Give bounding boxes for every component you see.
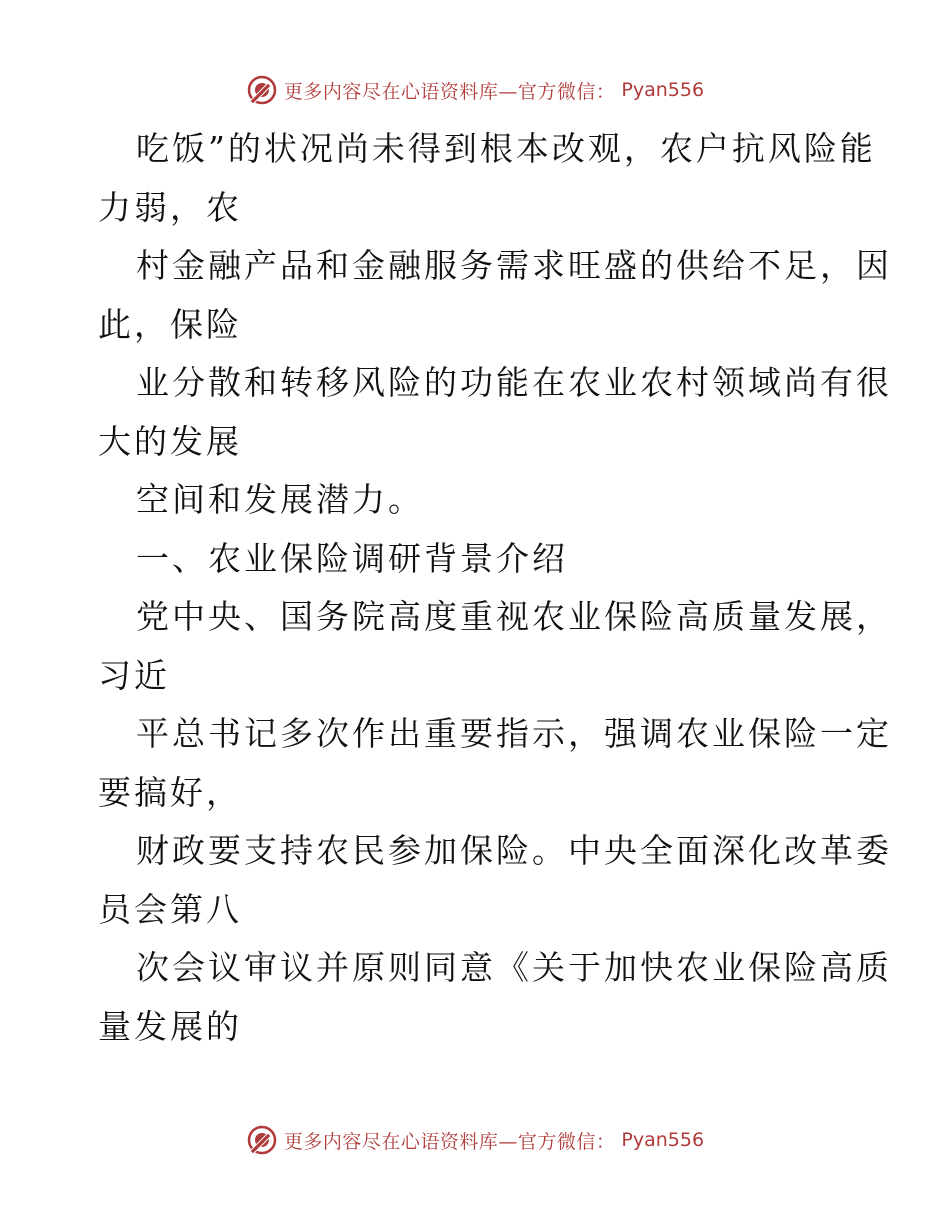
- document-body: [98, 120, 892, 1056]
- text-line: 党中央、国务院高度重视农业保险高质量发展，: [136, 597, 892, 636]
- text-line: 村金融产品和金融服务需求旺盛的供给不足，因: [136, 246, 892, 285]
- text-line: 习近: [98, 655, 170, 695]
- pen-logo-icon: [246, 1124, 278, 1156]
- text-line: 财政要支持农民参加保险。中央全面深化改革委: [136, 831, 892, 870]
- text-line: 业分散和转移风险的功能在农业农村领域尚有很: [136, 363, 892, 402]
- text-line: 空间和发展潜力。: [136, 480, 424, 519]
- text-line: 要搞好，: [98, 772, 242, 812]
- text-line: 大的发展: [98, 421, 242, 461]
- text-line: 量发展的: [98, 1006, 242, 1046]
- watermark-text: 更多内容尽在心语资料库—官方微信：: [283, 1130, 616, 1153]
- text-line: 吃饭”的状况尚未得到根本改观，农户抗风险能: [136, 129, 876, 168]
- footer-watermark: [0, 1122, 950, 1158]
- section-heading: 一、农业保险调研背景介绍: [136, 538, 568, 578]
- watermark-text: 更多内容尽在心语资料库—官方微信：: [283, 80, 616, 103]
- text-line: 力弱，农: [98, 187, 242, 227]
- watermark-wechat-id: Pyan556: [621, 79, 705, 101]
- text-line: 此，保险: [98, 304, 242, 344]
- text-line: 员会第八: [98, 889, 242, 929]
- pen-logo-icon: [246, 74, 278, 106]
- header-watermark: [0, 72, 950, 108]
- text-line: 次会议审议并原则同意《关于加快农业保险高质: [136, 948, 892, 987]
- text-line: 平总书记多次作出重要指示，强调农业保险一定: [136, 714, 892, 753]
- watermark-wechat-id: Pyan556: [621, 1129, 705, 1151]
